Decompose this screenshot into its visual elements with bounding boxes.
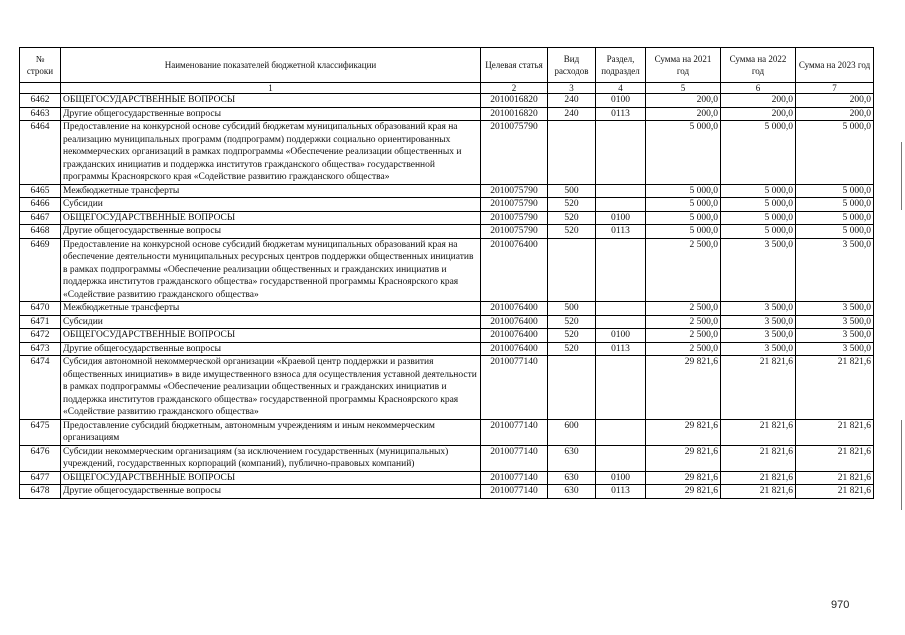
target-article: 2010016820	[481, 107, 548, 121]
section-subsection	[596, 445, 646, 471]
header-type: Вид расходов	[548, 48, 596, 83]
sum-2021: 5 000,0	[646, 121, 721, 185]
section-subsection	[596, 356, 646, 420]
target-article: 2010076400	[481, 329, 548, 343]
table-row	[20, 315, 874, 329]
section-subsection: 0113	[596, 485, 646, 499]
row-number: 6463	[20, 107, 61, 121]
indicator-name: Другие общегосударственные вопросы	[61, 485, 481, 499]
section-subsection: 0100	[596, 211, 646, 225]
row-number: 6465	[20, 184, 61, 198]
sum-2021: 29 821,6	[646, 485, 721, 499]
header-target: Целевая статья	[481, 48, 548, 83]
sum-2021: 2 500,0	[646, 329, 721, 343]
indicator-name: ОБЩЕГОСУДАРСТВЕННЫЕ ВОПРОСЫ	[61, 94, 481, 108]
sum-2022: 5 000,0	[721, 121, 796, 185]
header-row-no: № строки	[20, 48, 61, 83]
sum-2021: 5 000,0	[646, 198, 721, 212]
row-number: 6467	[20, 211, 61, 225]
row-number: 6469	[20, 238, 61, 302]
sum-2023: 21 821,6	[796, 445, 874, 471]
indicator-name: Субсидии	[61, 315, 481, 329]
column-number-row	[20, 83, 874, 94]
table-row	[20, 211, 874, 225]
table-row	[20, 302, 874, 316]
sum-2023: 3 500,0	[796, 302, 874, 316]
sum-2022: 21 821,6	[721, 419, 796, 445]
expense-type	[548, 121, 596, 185]
row-number: 6472	[20, 329, 61, 343]
column-number: 2	[481, 83, 548, 94]
target-article: 2010077140	[481, 356, 548, 420]
expense-type: 520	[548, 329, 596, 343]
sum-2023: 3 500,0	[796, 238, 874, 302]
sum-2023: 3 500,0	[796, 342, 874, 356]
expense-type	[548, 238, 596, 302]
table-row	[20, 419, 874, 445]
expense-type: 240	[548, 107, 596, 121]
sum-2022: 21 821,6	[721, 485, 796, 499]
target-article: 2010075790	[481, 225, 548, 239]
sum-2023: 3 500,0	[796, 329, 874, 343]
table-row	[20, 342, 874, 356]
header-sum-2023: Сумма на 2023 год	[796, 48, 874, 83]
section-subsection	[596, 238, 646, 302]
sum-2023: 5 000,0	[796, 121, 874, 185]
row-number: 6477	[20, 471, 61, 485]
table-row	[20, 94, 874, 108]
indicator-name: Субсидии	[61, 198, 481, 212]
expense-type: 520	[548, 225, 596, 239]
row-number: 6471	[20, 315, 61, 329]
section-subsection: 0113	[596, 225, 646, 239]
indicator-name: Межбюджетные трансферты	[61, 184, 481, 198]
expense-type: 600	[548, 419, 596, 445]
table-row	[20, 329, 874, 343]
header-section: Раздел, подраздел	[596, 48, 646, 83]
indicator-name: ОБЩЕГОСУДАРСТВЕННЫЕ ВОПРОСЫ	[61, 471, 481, 485]
sum-2022: 3 500,0	[721, 329, 796, 343]
indicator-name: Другие общегосударственные вопросы	[61, 225, 481, 239]
sum-2023: 21 821,6	[796, 356, 874, 420]
table-body	[20, 83, 874, 499]
target-article: 2010075790	[481, 121, 548, 185]
sum-2022: 21 821,6	[721, 445, 796, 471]
row-number: 6475	[20, 419, 61, 445]
section-subsection	[596, 419, 646, 445]
section-subsection	[596, 184, 646, 198]
table-row	[20, 356, 874, 420]
target-article: 2010076400	[481, 238, 548, 302]
header-name: Наименование показателей бюджетной классификации	[61, 48, 481, 83]
scan-edge-line	[901, 420, 902, 510]
sum-2023: 21 821,6	[796, 485, 874, 499]
sum-2022: 21 821,6	[721, 471, 796, 485]
sum-2021: 29 821,6	[646, 471, 721, 485]
sum-2021: 2 500,0	[646, 342, 721, 356]
indicator-name: Межбюджетные трансферты	[61, 302, 481, 316]
expense-type: 520	[548, 342, 596, 356]
sum-2022: 21 821,6	[721, 356, 796, 420]
indicator-name: Субсидии некоммерческим организациям (за исключением государственных (муниципальных) учреждений, государственных корпораций (компаний), публично-правовых компаний)	[61, 445, 481, 471]
row-number: 6462	[20, 94, 61, 108]
budget-sheet	[19, 47, 871, 499]
sum-2022: 5 000,0	[721, 211, 796, 225]
indicator-name: Предоставление на конкурсной основе субсидий бюджетам муниципальных образований края на реализацию муниципальных программ (подпрограмм) поддержки социально ориентированных некоммерческих организаций в рамках подпрограммы «Обеспечение реализации общественных и гражданских инициатив и поддержка институтов гражданского общества» государственной программы Красноярского края «Содействие развитию гражданского общества»	[61, 121, 481, 185]
expense-type: 630	[548, 445, 596, 471]
sum-2023: 5 000,0	[796, 225, 874, 239]
indicator-name: Другие общегосударственные вопросы	[61, 107, 481, 121]
target-article: 2010076400	[481, 315, 548, 329]
sum-2023: 200,0	[796, 94, 874, 108]
row-number: 6466	[20, 198, 61, 212]
indicator-name: ОБЩЕГОСУДАРСТВЕННЫЕ ВОПРОСЫ	[61, 329, 481, 343]
target-article: 2010077140	[481, 445, 548, 471]
target-article: 2010016820	[481, 94, 548, 108]
target-article: 2010076400	[481, 302, 548, 316]
sum-2022: 3 500,0	[721, 302, 796, 316]
page-number: 970	[831, 599, 850, 611]
sum-2022: 3 500,0	[721, 315, 796, 329]
table-row	[20, 445, 874, 471]
expense-type: 630	[548, 485, 596, 499]
sum-2021: 5 000,0	[646, 211, 721, 225]
row-number: 6468	[20, 225, 61, 239]
scan-edge-line	[901, 142, 902, 210]
sum-2023: 5 000,0	[796, 198, 874, 212]
indicator-name: Предоставление субсидий бюджетным, автономным учреждениям и иным некоммерческим организациям	[61, 419, 481, 445]
expense-type: 520	[548, 315, 596, 329]
sum-2022: 200,0	[721, 94, 796, 108]
target-article: 2010077140	[481, 419, 548, 445]
sum-2022: 3 500,0	[721, 238, 796, 302]
column-number: 6	[721, 83, 796, 94]
column-number	[20, 83, 61, 94]
column-number: 5	[646, 83, 721, 94]
header-sum-2022: Сумма на 2022 год	[721, 48, 796, 83]
budget-table	[19, 47, 874, 499]
sum-2021: 200,0	[646, 107, 721, 121]
sum-2022: 5 000,0	[721, 184, 796, 198]
expense-type: 520	[548, 198, 596, 212]
indicator-name: Другие общегосударственные вопросы	[61, 342, 481, 356]
table-row	[20, 471, 874, 485]
target-article: 2010076400	[481, 342, 548, 356]
indicator-name: Субсидия автономной некоммерческой организации «Краевой центр поддержки и развития общественных инициатив» в виде имущественного взноса для осуществления уставной деятельности в рамках подпрограммы «Обеспечение реализации общественных и гражданских инициатив и поддержка институтов гражданского общества» государственной программы Красноярского края «Содействие развитию гражданского общества»	[61, 356, 481, 420]
section-subsection	[596, 121, 646, 185]
table-row	[20, 238, 874, 302]
target-article: 2010077140	[481, 485, 548, 499]
expense-type: 630	[548, 471, 596, 485]
header-sum-2021: Сумма на 2021 год	[646, 48, 721, 83]
section-subsection: 0113	[596, 342, 646, 356]
sum-2021: 2 500,0	[646, 238, 721, 302]
section-subsection: 0100	[596, 329, 646, 343]
table-row	[20, 198, 874, 212]
table-row	[20, 184, 874, 198]
column-number: 7	[796, 83, 874, 94]
sum-2021: 29 821,6	[646, 356, 721, 420]
row-number: 6478	[20, 485, 61, 499]
sum-2021: 2 500,0	[646, 315, 721, 329]
target-article: 2010075790	[481, 211, 548, 225]
section-subsection: 0100	[596, 94, 646, 108]
table-row	[20, 121, 874, 185]
target-article: 2010077140	[481, 471, 548, 485]
sum-2021: 29 821,6	[646, 445, 721, 471]
sum-2022: 200,0	[721, 107, 796, 121]
sum-2021: 200,0	[646, 94, 721, 108]
sum-2021: 5 000,0	[646, 184, 721, 198]
column-number: 3	[548, 83, 596, 94]
table-row	[20, 107, 874, 121]
sum-2022: 5 000,0	[721, 198, 796, 212]
column-number: 1	[61, 83, 481, 94]
sum-2023: 21 821,6	[796, 419, 874, 445]
section-subsection: 0100	[596, 471, 646, 485]
section-subsection	[596, 315, 646, 329]
column-number: 4	[596, 83, 646, 94]
sum-2022: 5 000,0	[721, 225, 796, 239]
table-row	[20, 485, 874, 499]
sum-2023: 200,0	[796, 107, 874, 121]
row-number: 6464	[20, 121, 61, 185]
sum-2022: 3 500,0	[721, 342, 796, 356]
table-row	[20, 225, 874, 239]
expense-type: 240	[548, 94, 596, 108]
sum-2023: 3 500,0	[796, 315, 874, 329]
expense-type: 500	[548, 302, 596, 316]
expense-type: 500	[548, 184, 596, 198]
row-number: 6476	[20, 445, 61, 471]
header-row	[20, 48, 874, 83]
sum-2023: 5 000,0	[796, 184, 874, 198]
row-number: 6473	[20, 342, 61, 356]
expense-type: 520	[548, 211, 596, 225]
row-number: 6470	[20, 302, 61, 316]
sum-2021: 5 000,0	[646, 225, 721, 239]
sum-2023: 5 000,0	[796, 211, 874, 225]
sum-2021: 2 500,0	[646, 302, 721, 316]
section-subsection	[596, 302, 646, 316]
target-article: 2010075790	[481, 184, 548, 198]
target-article: 2010075790	[481, 198, 548, 212]
indicator-name: Предоставление на конкурсной основе субсидий бюджетам муниципальных образований края на обеспечение деятельности муниципальных ресурсных центров поддержки общественных инициатив в рамках подпрограммы «Обеспечение реализации общественных и гражданских инициатив и поддержка институтов гражданского общества» государственной программы Красноярского края «Содействие развитию гражданского общества»	[61, 238, 481, 302]
sum-2023: 21 821,6	[796, 471, 874, 485]
row-number: 6474	[20, 356, 61, 420]
indicator-name: ОБЩЕГОСУДАРСТВЕННЫЕ ВОПРОСЫ	[61, 211, 481, 225]
expense-type	[548, 356, 596, 420]
sum-2021: 29 821,6	[646, 419, 721, 445]
section-subsection: 0113	[596, 107, 646, 121]
section-subsection	[596, 198, 646, 212]
